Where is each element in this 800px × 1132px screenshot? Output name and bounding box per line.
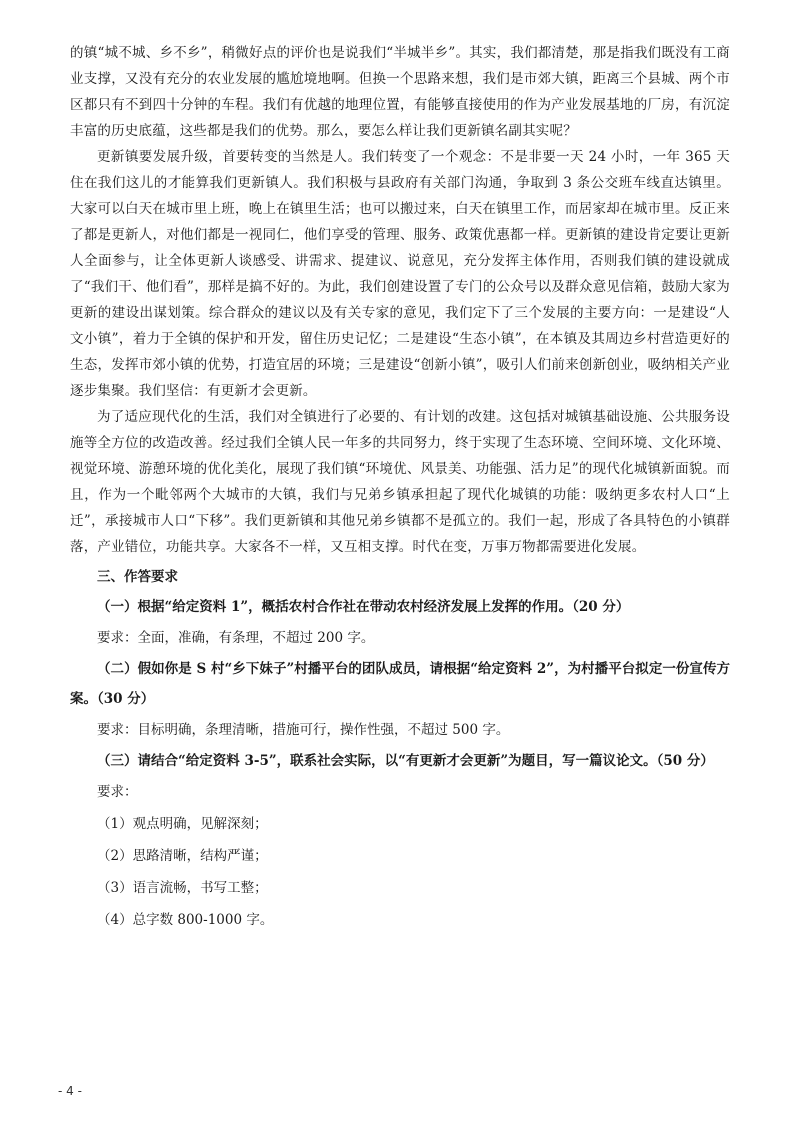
essay-requirement-item: （2）思路清晰，结构严谨； (97, 848, 268, 864)
page-number: - 4 - (58, 1084, 82, 1098)
essay-requirement-item: （4）总字数 800-1000 字。 (97, 912, 274, 928)
paragraph-3: 为了适应现代化的生活，我们对全镇进行了必要的、有计划的改建。这包括对城镇基础设施、公共服务设施等全方位的改造改善。经过我们全镇人民一年多的共同努力，终于实现了生态环境、空间环境、文化环境、视觉环境、游憩环境的优化美化，展现了我们镇“环境优、风景美、功能强、活力足”的现代化城镇新面貌。而且，作为一个毗邻两个大城市的大镇，我们与兄弟乡镇承担起了现代化城镇的功能：吸纳更多农村人口“上迁”，承接城市人口“下移”。我们更新镇和其他兄弟乡镇都不是孤立的。我们一起，形成了各具特色的小镇群落，产业错位，功能共享。大家各不一样，又互相支撑。时代在变，万事万物都需要进化发展。 (70, 409, 730, 555)
section-title: 三、作答要求 (97, 569, 178, 585)
essay-requirement-item: （3）语言流畅，书写工整； (97, 880, 268, 896)
paragraph-2: 更新镇要发展升级，首要转变的当然是人。我们转变了一个观念：不是非要一天 24 小时，一年 365 天住在我们这儿的才能算我们更新镇人。我们积极与县政府有关部门沟通，争取到 3 条公交班车线直达镇里。大家可以白天在城市里上班，晚上在镇里生活；也可以搬过来，白天在镇里工作，而居家却在城市里。反正来了都是更新人，对他们都是一视同仁，他们享受的管理、服务、政策优惠都一样。更新镇的建设肯定要让更新人全面参与，让全体更新人谈感受、讲需求、提建议、说意见，充分发挥主体作用，否则我们镇的建设就成了“我们干、他们看”，那样是搞不好的。为此，我们创建设置了专门的公众号以及群众意见信箱，鼓励大家为更新的建设出谋划策。综合群众的建议以及有关专家的意见，我们定下了三个发展的主要方向：一是建设“人文小镇”，着力于全镇的保护和开发，留住历史记忆；二是建设“生态小镇”，在本镇及其周边乡村营造更好的生态，发挥市郊小镇的优势，打造宜居的环境；三是建设“创新小镇”，吸引人们前来创新创业，吸纳相关产业逐步集聚。我们坚信：有更新才会更新。 (70, 149, 730, 399)
question-2-requirement: 要求：目标明确，条理清晰，措施可行，操作性强，不超过 500 字。 (97, 722, 510, 738)
essay-requirements-list (70, 808, 730, 936)
document-body (70, 40, 730, 936)
question-1-requirement: 要求：全面，准确，有条理，不超过 200 字。 (97, 630, 375, 646)
question-1-title: （一）根据“给定资料 1”，概括农村合作社在带动农村经济发展上发挥的作用。（20 分） (97, 599, 630, 615)
question-3-requirement: 要求： (97, 784, 138, 800)
question-3-title: （三）请结合“给定资料 3-5”，联系社会实际，以“有更新才会更新”为题目，写一篇议论文。（50 分） (97, 753, 714, 769)
question-2-title: （二）假如你是 S 村“乡下妹子”村播平台的团队成员，请根据“给定资料 2”，为村播平台拟定一份宣传方案。（30 分） (70, 661, 730, 707)
paragraph-1: 的镇“城不城、乡不乡”，稍微好点的评价也是说我们“半城半乡”。其实，我们都清楚，那是指我们既没有工商业支撑，又没有充分的农业发展的尴尬境地啊。但换一个思路来想，我们是市郊大镇，距离三个县城、两个市区都只有不到四十分钟的车程。我们有优越的地理位置，有能够直接使用的作为产业发展基地的厂房，有沉淀丰富的历史底蕴，这些都是我们的优势。那么，要怎么样让我们更新镇名副其实呢？ (70, 45, 730, 139)
essay-requirement-item: （1）观点明确，见解深刻； (97, 816, 268, 832)
